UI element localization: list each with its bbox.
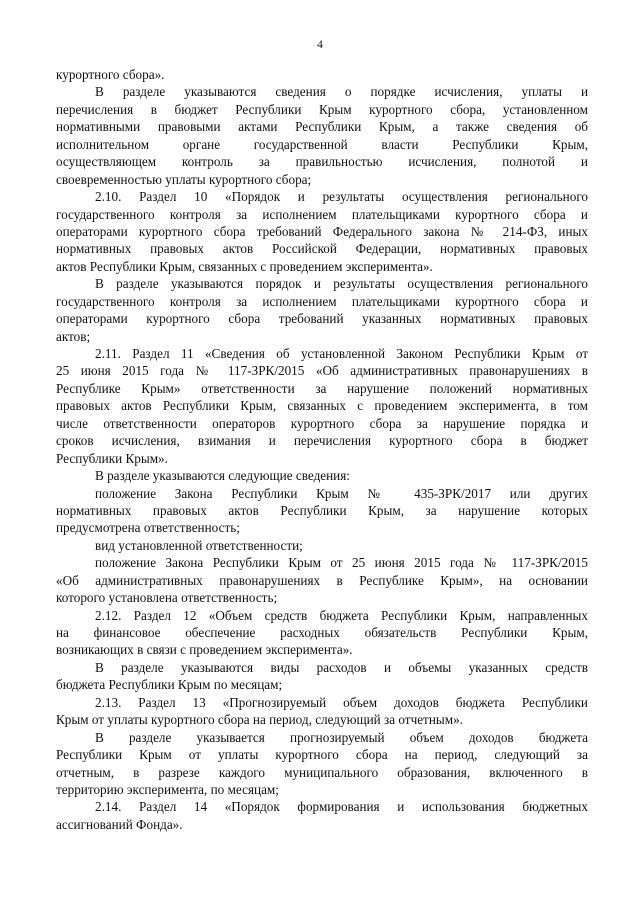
text-line: 2.11. Раздел 11 «Сведения об установленной Законом Республики Крым от bbox=[95, 346, 588, 361]
text-line: положение Закона Республики Крым № 435-ЗРК/2017 или других bbox=[95, 485, 588, 501]
text-line: перечисления в бюджет Республики Крым курортного сбора, установленном bbox=[56, 101, 588, 117]
text-line: В разделе указываются виды расходов и объемы указанных средств bbox=[95, 659, 588, 675]
text-line: которого установлена ответственность; bbox=[56, 590, 278, 606]
text-line: нормативными правовыми актами Республики Крым, а также сведения об bbox=[56, 119, 588, 135]
text-line: отчетным, в разрезе каждого муниципального образования, включенного в bbox=[56, 764, 588, 780]
text-line: Крым от уплаты курортного сбора на период, следующий за отчетным». bbox=[56, 712, 463, 728]
text-line: исполнительном органе государственной власти Республики Крым, bbox=[56, 136, 588, 152]
text-line: операторами курортного сбора требований указанных нормативных правовых bbox=[56, 311, 588, 327]
text-line: нормативных правовых актов Республики Крым, за нарушение которых bbox=[56, 502, 588, 518]
text-line: 2.10. Раздел 10 «Порядок и результаты осуществления регионального bbox=[95, 189, 588, 205]
text-line: сроков исчисления, взимания и перечисления курортного сбора в бюджет bbox=[56, 433, 588, 449]
text-line: государственного контроля за исполнением плательщиками курортного сбора и bbox=[56, 293, 588, 309]
text-line: государственного контроля за исполнением плательщиками курортного сбора и bbox=[56, 206, 588, 222]
text-line: нормативных правовых актов Российской Федерации, нормативных правовых bbox=[56, 241, 588, 257]
text-line: на финансовое обеспечение расходных обязательств Республики Крым, bbox=[56, 625, 588, 640]
text-line: 2.14. Раздел 14 «Порядок формирования и использования бюджетных bbox=[95, 799, 588, 815]
document-body bbox=[56, 66, 588, 833]
text-line: актов; bbox=[56, 328, 91, 344]
text-line: вид установленной ответственности; bbox=[95, 537, 303, 553]
text-line: актов Республики Крым, связанных с проведением эксперимента». bbox=[56, 258, 433, 274]
text-line: числе ответственности операторов курортного сбора за нарушение порядка и bbox=[56, 415, 588, 431]
text-line: предусмотрена ответственность; bbox=[56, 520, 240, 536]
text-line: Республике Крым» ответственности за нарушение положений нормативных bbox=[56, 380, 588, 396]
text-line: положение Закона Республики Крым от 25 июня 2015 года № 117-ЗРК/2015 bbox=[95, 555, 588, 571]
text-line: «Об административных правонарушениях в Республике Крым», на основании bbox=[56, 572, 588, 588]
text-line: 2.13. Раздел 13 «Прогнозируемый объем доходов бюджета Республики bbox=[95, 694, 588, 710]
page-number: 4 bbox=[317, 39, 323, 51]
text-line: территорию эксперимента, по месяцам; bbox=[56, 781, 279, 797]
text-line: Республики Крым от уплаты курортного сбора на период, следующий за bbox=[56, 747, 588, 763]
text-line: В разделе указываются следующие сведения: bbox=[95, 468, 350, 484]
text-line: своевременностью уплаты курортного сбора; bbox=[56, 171, 312, 187]
text-line: ассигнований Фонда». bbox=[56, 816, 183, 832]
text-line: 25 июня 2015 года № 117-ЗРК/2015 «Об административных правонарушениях в bbox=[56, 363, 588, 379]
text-line: В разделе указывается прогнозируемый объем доходов бюджета bbox=[95, 729, 588, 745]
text-line: осуществляющем контроль за правильностью исчисления, полнотой и bbox=[56, 154, 588, 170]
text-line: В разделе указываются порядок и результаты осуществления регионального bbox=[95, 276, 588, 292]
text-line: курортного сбора». bbox=[56, 67, 165, 82]
text-line: Республики Крым». bbox=[56, 450, 168, 466]
text-line: В разделе указываются сведения о порядке исчисления, уплаты и bbox=[95, 84, 588, 100]
text-line: правовых актов Республики Крым, связанных с проведением эксперимента, в том bbox=[56, 398, 588, 414]
text-line: операторами курортного сбора требований Федерального закона № 214-ФЗ, иных bbox=[56, 223, 588, 239]
text-line: 2.12. Раздел 12 «Объем средств бюджета Республики Крым, направленных bbox=[95, 607, 588, 623]
text-line: бюджета Республики Крым по месяцам; bbox=[56, 677, 283, 693]
text-line: возникающих в связи с проведением эксперимента». bbox=[56, 642, 353, 658]
